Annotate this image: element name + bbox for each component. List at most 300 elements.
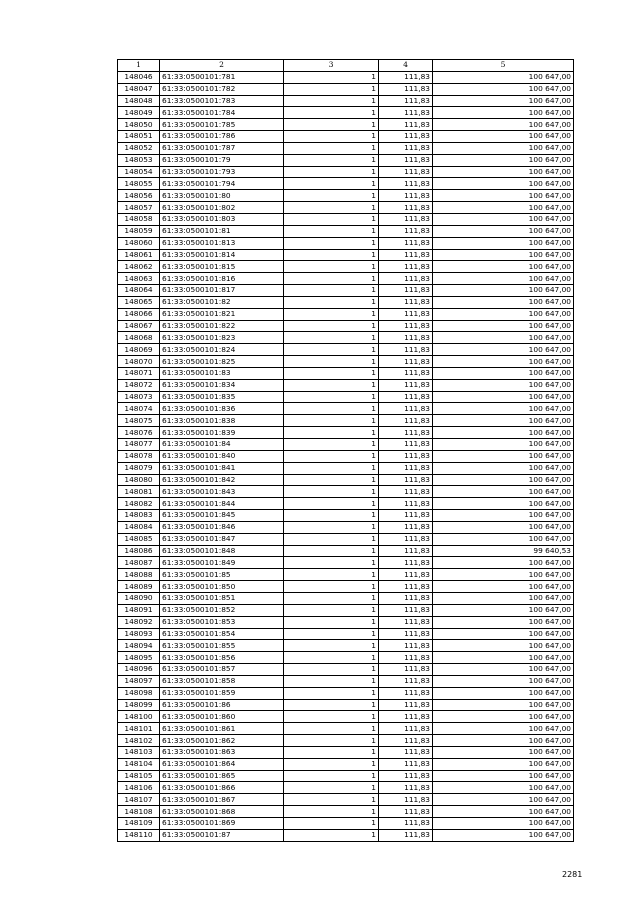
row-number-cell: 148049 xyxy=(118,107,160,119)
cadastral-number-cell: 61:33:0500101:87 xyxy=(160,829,284,841)
row-number-cell: 148082 xyxy=(118,498,160,510)
cadastral-number-cell: 61:33:0500101:869 xyxy=(160,818,284,830)
count-cell: 1 xyxy=(284,782,379,794)
row-number-cell: 148056 xyxy=(118,190,160,202)
row-number-cell: 148065 xyxy=(118,296,160,308)
cadastral-number-cell: 61:33:0500101:845 xyxy=(160,510,284,522)
count-cell: 1 xyxy=(284,533,379,545)
count-cell: 1 xyxy=(284,628,379,640)
cadastral-number-cell: 61:33:0500101:850 xyxy=(160,581,284,593)
row-number-cell: 148106 xyxy=(118,782,160,794)
area-cell: 111,83 xyxy=(379,367,433,379)
value-cell: 100 647,00 xyxy=(433,403,574,415)
table-row xyxy=(118,616,574,628)
table-row xyxy=(118,545,574,557)
cadastral-number-cell: 61:33:0500101:814 xyxy=(160,249,284,261)
row-number-cell: 148092 xyxy=(118,616,160,628)
table-row xyxy=(118,569,574,581)
cadastral-number-cell: 61:33:0500101:855 xyxy=(160,640,284,652)
row-number-cell: 148051 xyxy=(118,131,160,143)
cadastral-number-cell: 61:33:0500101:853 xyxy=(160,616,284,628)
row-number-cell: 148073 xyxy=(118,391,160,403)
value-cell: 100 647,00 xyxy=(433,415,574,427)
row-number-cell: 148084 xyxy=(118,521,160,533)
cadastral-number-cell: 61:33:0500101:857 xyxy=(160,664,284,676)
value-cell: 100 647,00 xyxy=(433,95,574,107)
value-cell: 100 647,00 xyxy=(433,213,574,225)
cadastral-number-cell: 61:33:0500101:823 xyxy=(160,332,284,344)
cadastral-number-cell: 61:33:0500101:793 xyxy=(160,166,284,178)
header-cell-4: 4 xyxy=(379,60,433,72)
value-cell: 100 647,00 xyxy=(433,367,574,379)
cadastral-number-cell: 61:33:0500101:866 xyxy=(160,782,284,794)
value-cell: 100 647,00 xyxy=(433,746,574,758)
cadastral-number-cell: 61:33:0500101:784 xyxy=(160,107,284,119)
table-row xyxy=(118,142,574,154)
count-cell: 1 xyxy=(284,107,379,119)
table-row xyxy=(118,652,574,664)
cadastral-number-cell: 61:33:0500101:80 xyxy=(160,190,284,202)
area-cell: 111,83 xyxy=(379,592,433,604)
count-cell: 1 xyxy=(284,746,379,758)
area-cell: 111,83 xyxy=(379,95,433,107)
value-cell: 100 647,00 xyxy=(433,142,574,154)
count-cell: 1 xyxy=(284,829,379,841)
count-cell: 1 xyxy=(284,474,379,486)
row-number-cell: 148102 xyxy=(118,735,160,747)
value-cell: 100 647,00 xyxy=(433,616,574,628)
row-number-cell: 148097 xyxy=(118,675,160,687)
area-cell: 111,83 xyxy=(379,604,433,616)
row-number-cell: 148061 xyxy=(118,249,160,261)
count-cell: 1 xyxy=(284,699,379,711)
table-row xyxy=(118,450,574,462)
cadastral-number-cell: 61:33:0500101:783 xyxy=(160,95,284,107)
table-row xyxy=(118,829,574,841)
area-cell: 111,83 xyxy=(379,770,433,782)
cadastral-number-cell: 61:33:0500101:815 xyxy=(160,261,284,273)
area-cell: 111,83 xyxy=(379,237,433,249)
cadastral-number-cell: 61:33:0500101:859 xyxy=(160,687,284,699)
cadastral-number-cell: 61:33:0500101:844 xyxy=(160,498,284,510)
cadastral-number-cell: 61:33:0500101:794 xyxy=(160,178,284,190)
value-cell: 100 647,00 xyxy=(433,604,574,616)
value-cell: 100 647,00 xyxy=(433,332,574,344)
table-row xyxy=(118,723,574,735)
area-cell: 111,83 xyxy=(379,806,433,818)
row-number-cell: 148053 xyxy=(118,154,160,166)
row-number-cell: 148085 xyxy=(118,533,160,545)
table-row xyxy=(118,213,574,225)
value-cell: 100 647,00 xyxy=(433,249,574,261)
table-row xyxy=(118,154,574,166)
table-header xyxy=(118,60,574,72)
cadastral-number-cell: 61:33:0500101:862 xyxy=(160,735,284,747)
value-cell: 100 647,00 xyxy=(433,261,574,273)
area-cell: 111,83 xyxy=(379,829,433,841)
table-row xyxy=(118,403,574,415)
area-cell: 111,83 xyxy=(379,581,433,593)
value-cell: 100 647,00 xyxy=(433,818,574,830)
value-cell: 100 647,00 xyxy=(433,699,574,711)
cadastral-number-cell: 61:33:0500101:842 xyxy=(160,474,284,486)
table-row xyxy=(118,711,574,723)
area-cell: 111,83 xyxy=(379,202,433,214)
count-cell: 1 xyxy=(284,225,379,237)
row-number-cell: 148070 xyxy=(118,356,160,368)
table-row xyxy=(118,521,574,533)
row-number-cell: 148055 xyxy=(118,178,160,190)
cadastral-number-cell: 61:33:0500101:822 xyxy=(160,320,284,332)
area-cell: 111,83 xyxy=(379,83,433,95)
area-cell: 111,83 xyxy=(379,332,433,344)
value-cell: 100 647,00 xyxy=(433,154,574,166)
count-cell: 1 xyxy=(284,758,379,770)
count-cell: 1 xyxy=(284,261,379,273)
area-cell: 111,83 xyxy=(379,178,433,190)
count-cell: 1 xyxy=(284,664,379,676)
count-cell: 1 xyxy=(284,510,379,522)
table-row xyxy=(118,107,574,119)
value-cell: 100 647,00 xyxy=(433,829,574,841)
row-number-cell: 148098 xyxy=(118,687,160,699)
count-cell: 1 xyxy=(284,581,379,593)
count-cell: 1 xyxy=(284,652,379,664)
row-number-cell: 148107 xyxy=(118,794,160,806)
count-cell: 1 xyxy=(284,403,379,415)
cadastral-number-cell: 61:33:0500101:864 xyxy=(160,758,284,770)
count-cell: 1 xyxy=(284,166,379,178)
area-cell: 111,83 xyxy=(379,213,433,225)
cadastral-number-cell: 61:33:0500101:851 xyxy=(160,592,284,604)
count-cell: 1 xyxy=(284,237,379,249)
cadastral-number-cell: 61:33:0500101:85 xyxy=(160,569,284,581)
value-cell: 100 647,00 xyxy=(433,427,574,439)
cadastral-number-cell: 61:33:0500101:835 xyxy=(160,391,284,403)
count-cell: 1 xyxy=(284,308,379,320)
cadastral-number-cell: 61:33:0500101:863 xyxy=(160,746,284,758)
value-cell: 100 647,00 xyxy=(433,356,574,368)
value-cell: 100 647,00 xyxy=(433,119,574,131)
value-cell: 100 647,00 xyxy=(433,758,574,770)
cadastral-number-cell: 61:33:0500101:867 xyxy=(160,794,284,806)
count-cell: 1 xyxy=(284,569,379,581)
cadastral-number-cell: 61:33:0500101:781 xyxy=(160,71,284,83)
area-cell: 111,83 xyxy=(379,225,433,237)
area-cell: 111,83 xyxy=(379,723,433,735)
value-cell: 100 647,00 xyxy=(433,190,574,202)
row-number-cell: 148094 xyxy=(118,640,160,652)
area-cell: 111,83 xyxy=(379,498,433,510)
value-cell: 100 647,00 xyxy=(433,320,574,332)
table-row xyxy=(118,628,574,640)
row-number-cell: 148071 xyxy=(118,367,160,379)
row-number-cell: 148110 xyxy=(118,829,160,841)
table-row xyxy=(118,261,574,273)
row-number-cell: 148058 xyxy=(118,213,160,225)
area-cell: 111,83 xyxy=(379,166,433,178)
table-body xyxy=(118,71,574,841)
area-cell: 111,83 xyxy=(379,450,433,462)
area-cell: 111,83 xyxy=(379,119,433,131)
count-cell: 1 xyxy=(284,439,379,451)
count-cell: 1 xyxy=(284,770,379,782)
cadastral-number-cell: 61:33:0500101:82 xyxy=(160,296,284,308)
value-cell: 100 647,00 xyxy=(433,782,574,794)
count-cell: 1 xyxy=(284,379,379,391)
cadastral-number-cell: 61:33:0500101:787 xyxy=(160,142,284,154)
count-cell: 1 xyxy=(284,285,379,297)
row-number-cell: 148050 xyxy=(118,119,160,131)
row-number-cell: 148069 xyxy=(118,344,160,356)
area-cell: 111,83 xyxy=(379,71,433,83)
value-cell: 100 647,00 xyxy=(433,806,574,818)
area-cell: 111,83 xyxy=(379,296,433,308)
count-cell: 1 xyxy=(284,592,379,604)
count-cell: 1 xyxy=(284,735,379,747)
table-row xyxy=(118,83,574,95)
row-number-cell: 148086 xyxy=(118,545,160,557)
table-row xyxy=(118,285,574,297)
area-cell: 111,83 xyxy=(379,545,433,557)
table-row xyxy=(118,320,574,332)
value-cell: 100 647,00 xyxy=(433,557,574,569)
table-row xyxy=(118,202,574,214)
cadastral-number-cell: 61:33:0500101:79 xyxy=(160,154,284,166)
count-cell: 1 xyxy=(284,687,379,699)
row-number-cell: 148079 xyxy=(118,462,160,474)
value-cell: 100 647,00 xyxy=(433,735,574,747)
area-cell: 111,83 xyxy=(379,249,433,261)
row-number-cell: 148087 xyxy=(118,557,160,569)
cadastral-number-cell: 61:33:0500101:802 xyxy=(160,202,284,214)
row-number-cell: 148088 xyxy=(118,569,160,581)
area-cell: 111,83 xyxy=(379,285,433,297)
value-cell: 100 647,00 xyxy=(433,71,574,83)
area-cell: 111,83 xyxy=(379,794,433,806)
row-number-cell: 148078 xyxy=(118,450,160,462)
table-row xyxy=(118,391,574,403)
count-cell: 1 xyxy=(284,557,379,569)
value-cell: 100 647,00 xyxy=(433,533,574,545)
value-cell: 99 640,53 xyxy=(433,545,574,557)
table-row xyxy=(118,735,574,747)
cadastral-number-cell: 61:33:0500101:786 xyxy=(160,131,284,143)
cadastral-number-cell: 61:33:0500101:858 xyxy=(160,675,284,687)
value-cell: 100 647,00 xyxy=(433,486,574,498)
table-row xyxy=(118,296,574,308)
cadastral-number-cell: 61:33:0500101:86 xyxy=(160,699,284,711)
count-cell: 1 xyxy=(284,675,379,687)
table-row xyxy=(118,687,574,699)
count-cell: 1 xyxy=(284,462,379,474)
area-cell: 111,83 xyxy=(379,521,433,533)
value-cell: 100 647,00 xyxy=(433,296,574,308)
row-number-cell: 148090 xyxy=(118,592,160,604)
row-number-cell: 148046 xyxy=(118,71,160,83)
table-row xyxy=(118,758,574,770)
cadastral-number-cell: 61:33:0500101:785 xyxy=(160,119,284,131)
area-cell: 111,83 xyxy=(379,344,433,356)
cadastral-number-cell: 61:33:0500101:846 xyxy=(160,521,284,533)
page-number: 2281 xyxy=(562,870,583,879)
count-cell: 1 xyxy=(284,131,379,143)
cadastral-number-cell: 61:33:0500101:849 xyxy=(160,557,284,569)
value-cell: 100 647,00 xyxy=(433,83,574,95)
value-cell: 100 647,00 xyxy=(433,308,574,320)
value-cell: 100 647,00 xyxy=(433,344,574,356)
area-cell: 111,83 xyxy=(379,154,433,166)
value-cell: 100 647,00 xyxy=(433,202,574,214)
area-cell: 111,83 xyxy=(379,569,433,581)
count-cell: 1 xyxy=(284,249,379,261)
table-row xyxy=(118,592,574,604)
count-cell: 1 xyxy=(284,806,379,818)
table-row xyxy=(118,166,574,178)
value-cell: 100 647,00 xyxy=(433,569,574,581)
value-cell: 100 647,00 xyxy=(433,178,574,190)
count-cell: 1 xyxy=(284,154,379,166)
area-cell: 111,83 xyxy=(379,320,433,332)
area-cell: 111,83 xyxy=(379,664,433,676)
header-cell-2: 2 xyxy=(160,60,284,72)
value-cell: 100 647,00 xyxy=(433,675,574,687)
header-cell-3: 3 xyxy=(284,60,379,72)
count-cell: 1 xyxy=(284,119,379,131)
value-cell: 100 647,00 xyxy=(433,107,574,119)
value-cell: 100 647,00 xyxy=(433,652,574,664)
cadastral-number-cell: 61:33:0500101:817 xyxy=(160,285,284,297)
row-number-cell: 148059 xyxy=(118,225,160,237)
area-cell: 111,83 xyxy=(379,735,433,747)
row-number-cell: 148091 xyxy=(118,604,160,616)
count-cell: 1 xyxy=(284,178,379,190)
cadastral-number-cell: 61:33:0500101:860 xyxy=(160,711,284,723)
area-cell: 111,83 xyxy=(379,746,433,758)
value-cell: 100 647,00 xyxy=(433,628,574,640)
count-cell: 1 xyxy=(284,545,379,557)
value-cell: 100 647,00 xyxy=(433,450,574,462)
count-cell: 1 xyxy=(284,95,379,107)
row-number-cell: 148096 xyxy=(118,664,160,676)
area-cell: 111,83 xyxy=(379,261,433,273)
table-row xyxy=(118,640,574,652)
area-cell: 111,83 xyxy=(379,391,433,403)
area-cell: 111,83 xyxy=(379,782,433,794)
cadastral-number-cell: 61:33:0500101:839 xyxy=(160,427,284,439)
row-number-cell: 148099 xyxy=(118,699,160,711)
table-row xyxy=(118,131,574,143)
count-cell: 1 xyxy=(284,391,379,403)
header-cell-5: 5 xyxy=(433,60,574,72)
table-row xyxy=(118,746,574,758)
table-row xyxy=(118,486,574,498)
cadastral-number-cell: 61:33:0500101:843 xyxy=(160,486,284,498)
value-cell: 100 647,00 xyxy=(433,581,574,593)
row-number-cell: 148047 xyxy=(118,83,160,95)
area-cell: 111,83 xyxy=(379,687,433,699)
table-row xyxy=(118,818,574,830)
area-cell: 111,83 xyxy=(379,486,433,498)
count-cell: 1 xyxy=(284,202,379,214)
row-number-cell: 148095 xyxy=(118,652,160,664)
area-cell: 111,83 xyxy=(379,415,433,427)
cadastral-number-cell: 61:33:0500101:816 xyxy=(160,273,284,285)
area-cell: 111,83 xyxy=(379,474,433,486)
count-cell: 1 xyxy=(284,450,379,462)
cadastral-number-cell: 61:33:0500101:84 xyxy=(160,439,284,451)
row-number-cell: 148089 xyxy=(118,581,160,593)
table-row xyxy=(118,498,574,510)
row-number-cell: 148064 xyxy=(118,285,160,297)
table-row xyxy=(118,557,574,569)
table-row xyxy=(118,95,574,107)
count-cell: 1 xyxy=(284,521,379,533)
area-cell: 111,83 xyxy=(379,273,433,285)
area-cell: 111,83 xyxy=(379,711,433,723)
area-cell: 111,83 xyxy=(379,439,433,451)
table-row xyxy=(118,699,574,711)
count-cell: 1 xyxy=(284,498,379,510)
cadastral-number-cell: 61:33:0500101:836 xyxy=(160,403,284,415)
count-cell: 1 xyxy=(284,356,379,368)
row-number-cell: 148057 xyxy=(118,202,160,214)
value-cell: 100 647,00 xyxy=(433,770,574,782)
row-number-cell: 148101 xyxy=(118,723,160,735)
row-number-cell: 148109 xyxy=(118,818,160,830)
value-cell: 100 647,00 xyxy=(433,794,574,806)
area-cell: 111,83 xyxy=(379,190,433,202)
cadastral-number-cell: 61:33:0500101:782 xyxy=(160,83,284,95)
value-cell: 100 647,00 xyxy=(433,285,574,297)
header-cell-1: 1 xyxy=(118,60,160,72)
value-cell: 100 647,00 xyxy=(433,131,574,143)
table-row xyxy=(118,119,574,131)
value-cell: 100 647,00 xyxy=(433,439,574,451)
count-cell: 1 xyxy=(284,794,379,806)
value-cell: 100 647,00 xyxy=(433,687,574,699)
count-cell: 1 xyxy=(284,818,379,830)
row-number-cell: 148083 xyxy=(118,510,160,522)
table-row xyxy=(118,604,574,616)
cadastral-number-cell: 61:33:0500101:838 xyxy=(160,415,284,427)
table-row xyxy=(118,356,574,368)
cadastral-number-cell: 61:33:0500101:854 xyxy=(160,628,284,640)
cadastral-number-cell: 61:33:0500101:856 xyxy=(160,652,284,664)
table-row xyxy=(118,806,574,818)
count-cell: 1 xyxy=(284,273,379,285)
row-number-cell: 148104 xyxy=(118,758,160,770)
count-cell: 1 xyxy=(284,142,379,154)
area-cell: 111,83 xyxy=(379,131,433,143)
table-row xyxy=(118,225,574,237)
value-cell: 100 647,00 xyxy=(433,379,574,391)
value-cell: 100 647,00 xyxy=(433,462,574,474)
count-cell: 1 xyxy=(284,320,379,332)
value-cell: 100 647,00 xyxy=(433,664,574,676)
count-cell: 1 xyxy=(284,344,379,356)
row-number-cell: 148108 xyxy=(118,806,160,818)
count-cell: 1 xyxy=(284,190,379,202)
value-cell: 100 647,00 xyxy=(433,723,574,735)
cadastral-number-cell: 61:33:0500101:847 xyxy=(160,533,284,545)
table-row xyxy=(118,664,574,676)
value-cell: 100 647,00 xyxy=(433,510,574,522)
table-row xyxy=(118,474,574,486)
area-cell: 111,83 xyxy=(379,675,433,687)
value-cell: 100 647,00 xyxy=(433,225,574,237)
area-cell: 111,83 xyxy=(379,107,433,119)
